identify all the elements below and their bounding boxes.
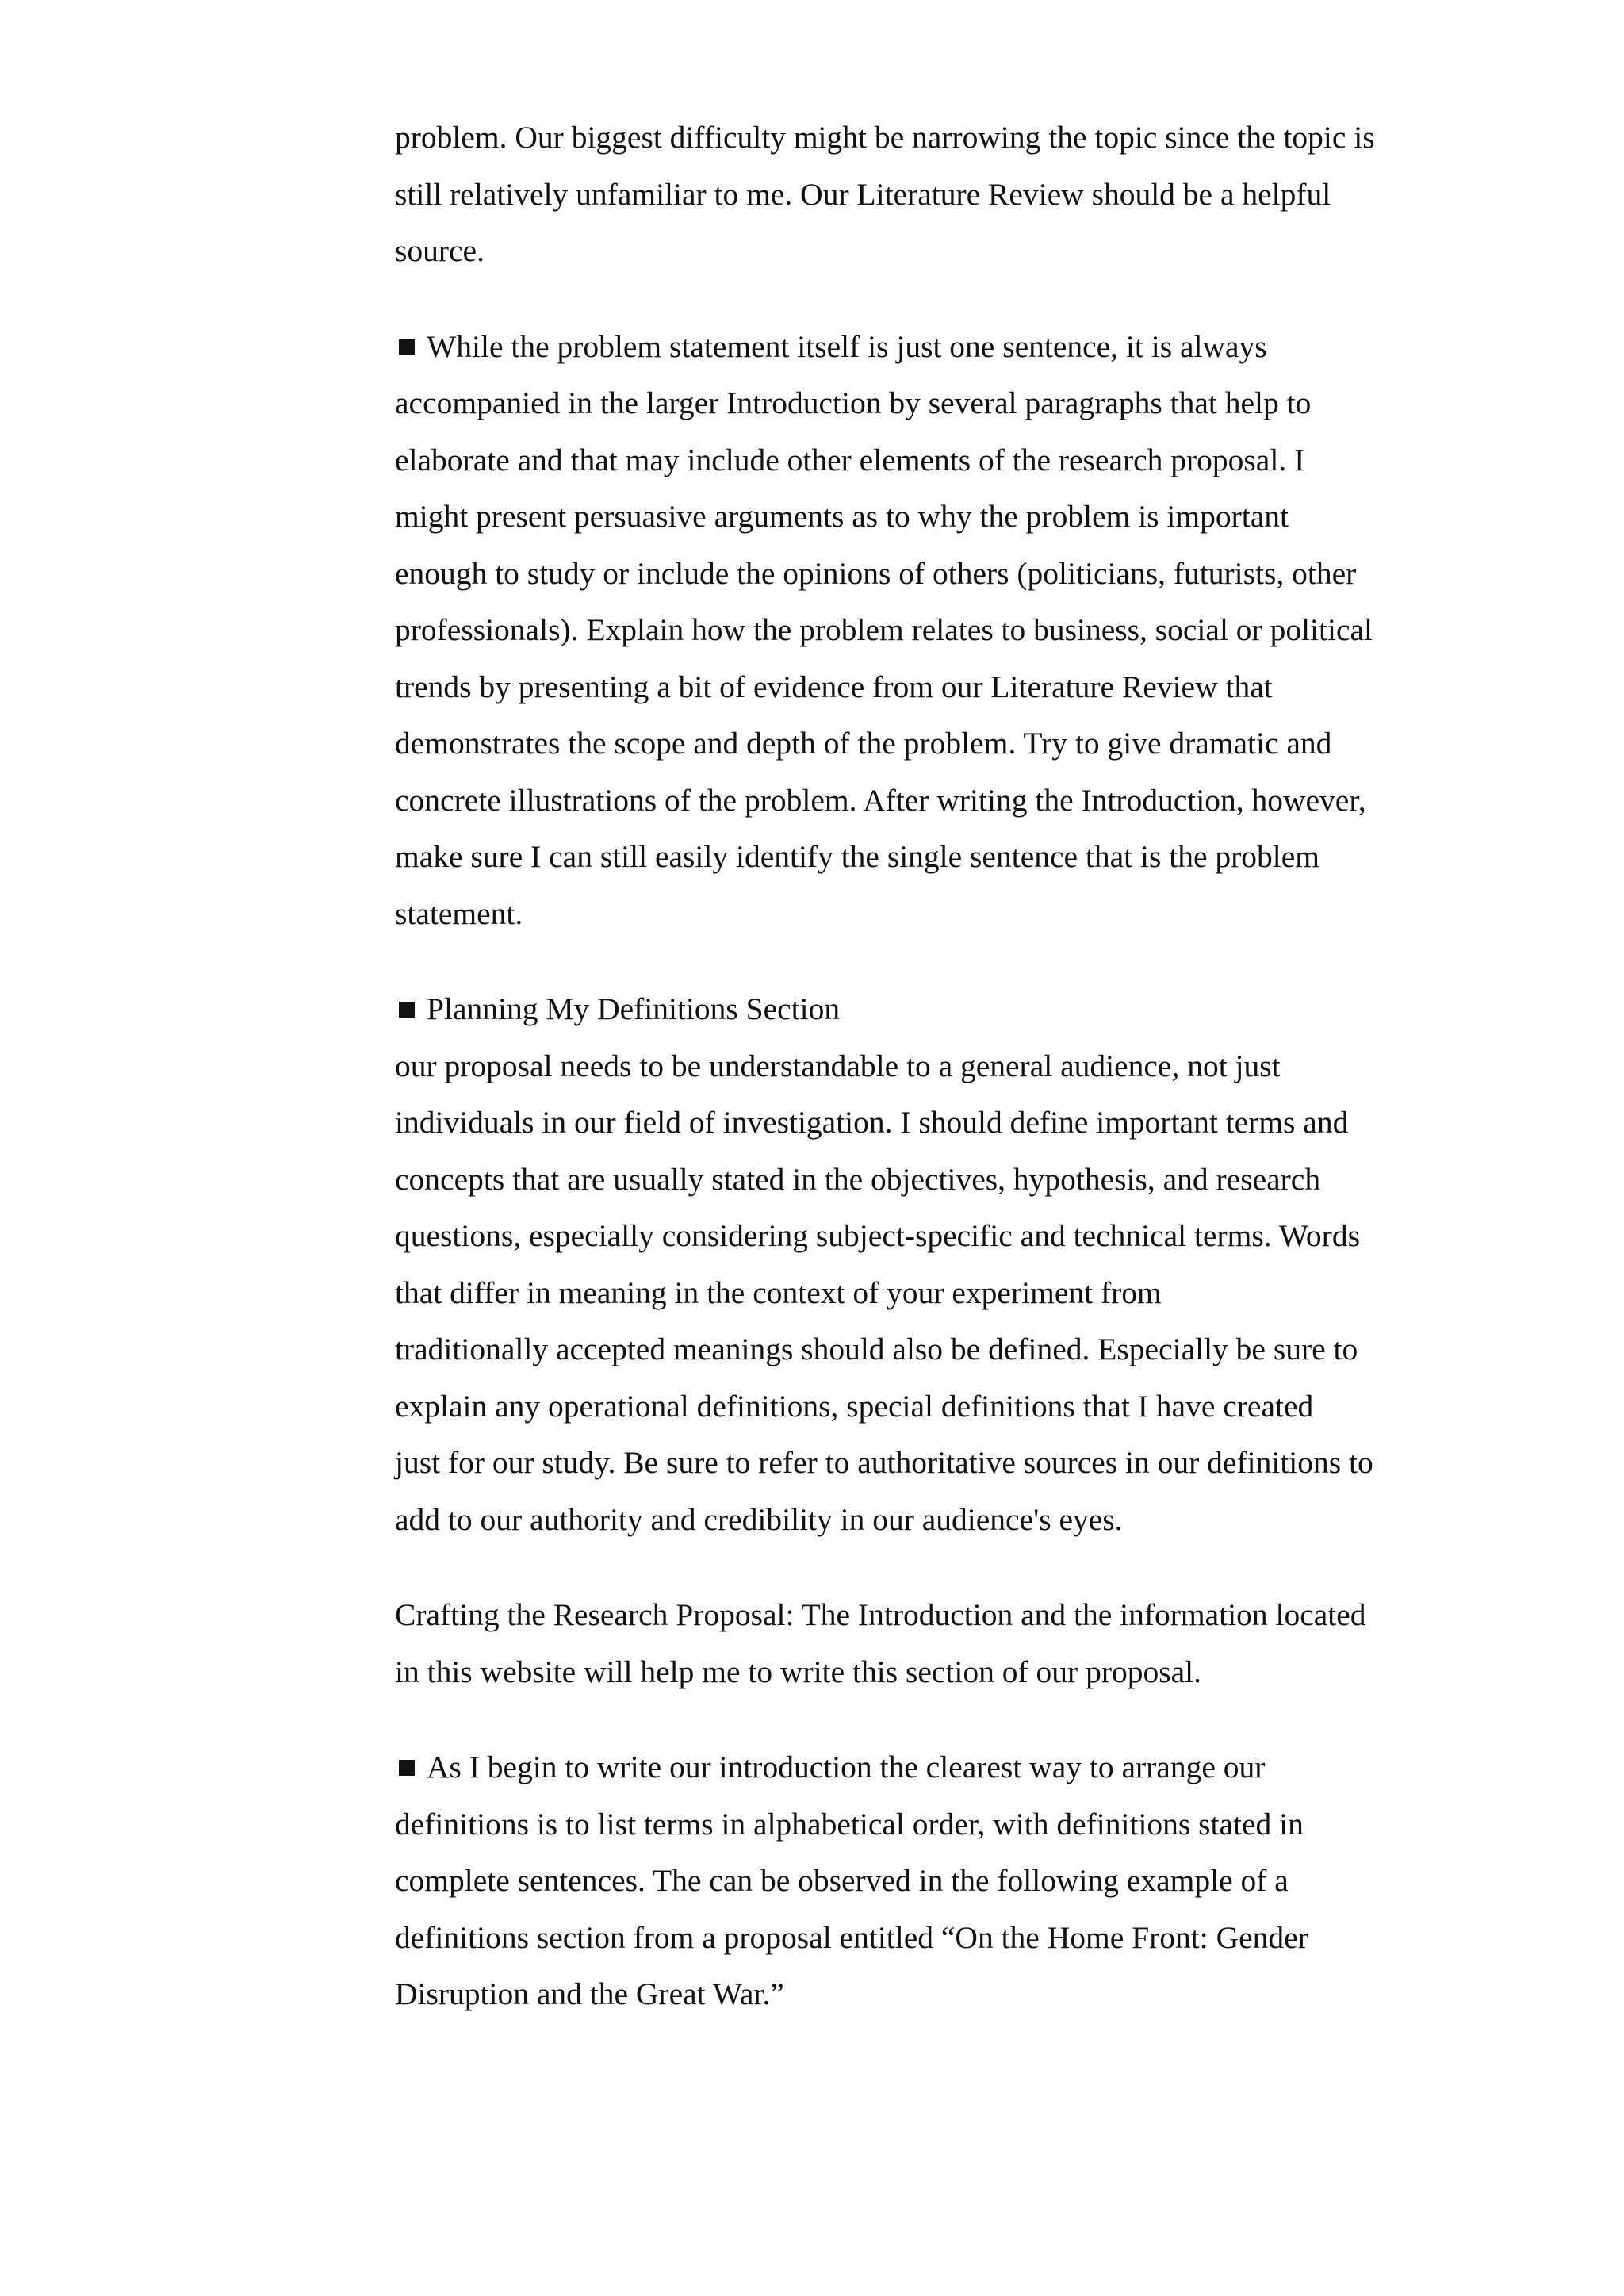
text-line: Crafting the Research Proposal: The Introduction and the information located	[395, 1597, 1366, 1632]
text-line: our proposal needs to be understandable to a general audience, not just	[395, 1048, 1281, 1083]
text-line: might present persuasive arguments as to why the problem is important	[395, 499, 1289, 534]
text-line: trends by presenting a bit of evidence from our Literature Review that	[395, 669, 1273, 704]
text-line: add to our authority and credibility in our audience's eyes.	[395, 1501, 1123, 1537]
paragraph-definitions-section	[395, 981, 1457, 1548]
square-bullet-icon	[399, 1760, 415, 1776]
text-line: individuals in our field of investigation. I should define important terms and	[395, 1105, 1349, 1140]
text-line: definitions section from a proposal entitled “On the Home Front: Gender	[395, 1919, 1308, 1955]
text-line: complete sentences. The can be observed in the following example of a	[395, 1863, 1289, 1898]
text-line: questions, especially considering subject-specific and technical terms. Words	[395, 1218, 1360, 1253]
text-line: just for our study. Be sure to refer to authoritative sources in our definitions to	[395, 1445, 1373, 1480]
text-line: professionals). Explain how the problem relates to business, social or political	[395, 612, 1373, 647]
text-line: make sure I can still easily identify the single sentence that is the problem	[395, 839, 1320, 874]
paragraph-problem-continued	[395, 109, 1457, 280]
text-line: that differ in meaning in the context of your experiment from	[395, 1274, 1162, 1310]
text-line: problem. Our biggest difficulty might be narrowing the topic since the topic is	[395, 120, 1375, 155]
text-line: accompanied in the larger Introduction by several paragraphs that help to	[395, 385, 1312, 420]
paragraph-introduction-definitions	[395, 1739, 1457, 2023]
text-line: concrete illustrations of the problem. After writing the Introduction, however,	[395, 782, 1366, 818]
text-line: still relatively unfamiliar to me. Our Literature Review should be a helpful	[395, 176, 1331, 212]
text-line: source.	[395, 233, 485, 268]
text-line: statement.	[395, 895, 523, 931]
section-heading: Planning My Definitions Section	[427, 991, 841, 1026]
text-line: enough to study or include the opinions of others (politicians, futurists, other	[395, 555, 1357, 591]
document-body	[395, 109, 1457, 2023]
paragraph-crafting-proposal	[395, 1587, 1457, 1700]
text-line: elaborate and that may include other elements of the research proposal. I	[395, 442, 1305, 477]
text-line: While the problem statement itself is just one sentence, it is always	[427, 328, 1267, 364]
text-line: traditionally accepted meanings should also be defined. Especially be sure to	[395, 1332, 1358, 1366]
paragraph-problem-statement	[395, 319, 1457, 943]
text-line: explain any operational definitions, special definitions that I have created	[395, 1388, 1314, 1424]
text-line: concepts that are usually stated in the objectives, hypothesis, and research	[395, 1161, 1321, 1197]
text-line: demonstrates the scope and depth of the problem. Try to give dramatic and	[395, 726, 1332, 761]
square-bullet-icon	[399, 1002, 415, 1018]
text-line: Disruption and the Great War.”	[395, 1976, 784, 2011]
square-bullet-icon	[399, 339, 415, 355]
text-line: As I begin to write our introduction the clearest way to arrange our	[427, 1750, 1266, 1784]
text-line: in this website will help me to write this section of our proposal.	[395, 1654, 1201, 1689]
text-line: definitions is to list terms in alphabetical order, with definitions stated in	[395, 1806, 1304, 1842]
